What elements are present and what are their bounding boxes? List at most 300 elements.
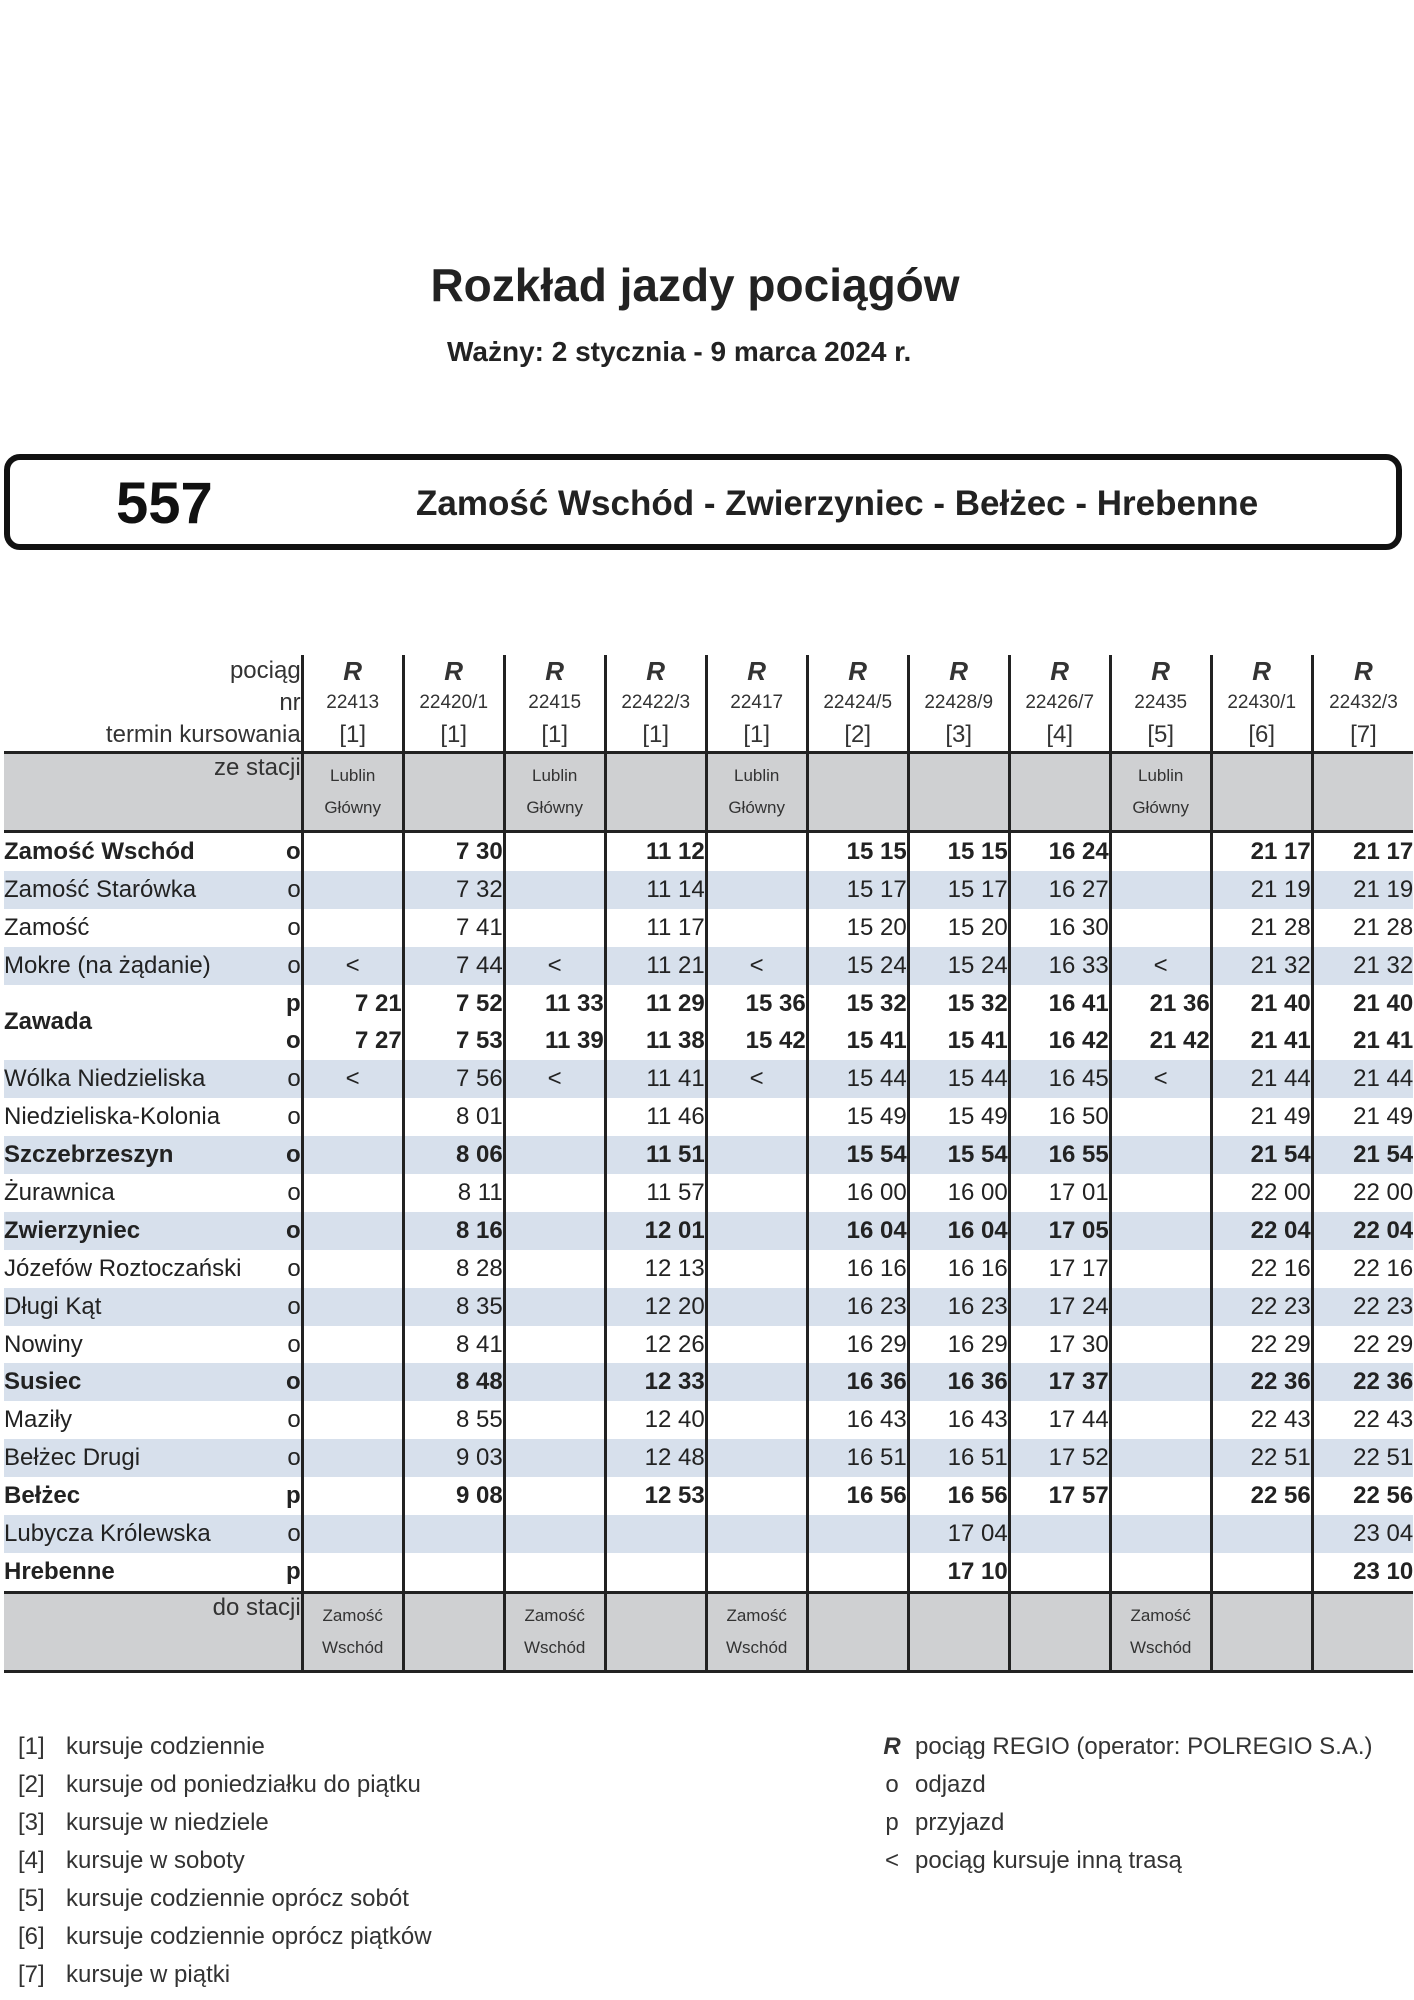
- stop-flag: o: [287, 1178, 301, 1206]
- destination-row-cell: [706, 1592, 807, 1671]
- time-cell: 17 01: [1009, 1174, 1110, 1212]
- destination-row-cell: [1312, 1592, 1413, 1671]
- time-cell: 23 10: [1312, 1553, 1413, 1592]
- time-cell: [302, 1288, 403, 1326]
- legend-key: [5]: [18, 1885, 45, 1912]
- time-cell: [302, 1212, 403, 1250]
- time-cell: [706, 1250, 807, 1288]
- train-category: R: [1312, 655, 1413, 687]
- time-cell: 16 45: [1009, 1060, 1110, 1098]
- station-name: Nowiny: [4, 1330, 83, 1358]
- train-number: 22426/7: [1009, 687, 1110, 719]
- stop-row: [4, 947, 1413, 985]
- time-cell: [1110, 909, 1211, 947]
- time-cell: [706, 1136, 807, 1174]
- station-name: Żurawnica: [4, 1178, 115, 1206]
- time-cell: [1110, 1288, 1211, 1326]
- time-cell: [504, 1553, 605, 1592]
- station-name: Susiec: [4, 1363, 286, 1401]
- time-cell: [807, 1515, 908, 1553]
- time-cell: 22 04: [1312, 1212, 1413, 1250]
- legend-key: [7]: [18, 1961, 45, 1988]
- timetable: [4, 655, 1413, 1673]
- time-cell: 16 50: [1009, 1098, 1110, 1136]
- time-cell: [504, 1439, 605, 1477]
- time-cell: 15 44: [908, 1060, 1009, 1098]
- time-cell: 11 12: [605, 832, 706, 871]
- time-cell: [706, 1515, 807, 1553]
- destination-row-cell: [1009, 1592, 1110, 1671]
- time-cell: [504, 1515, 605, 1553]
- time-cell: 16 51: [908, 1439, 1009, 1477]
- origin-row-cell: [403, 753, 504, 832]
- time-cell: 11 14: [605, 871, 706, 909]
- stop-row: [4, 1401, 1413, 1439]
- time-cell: [504, 1098, 605, 1136]
- stop-row: [4, 1098, 1413, 1136]
- time-cell: [706, 1326, 807, 1364]
- train-schedule-term: [1]: [706, 719, 807, 753]
- stop-flag: o: [286, 1212, 302, 1250]
- legend-text: pociąg kursuje inną trasą: [915, 1847, 1182, 1874]
- legend-item: [18, 1842, 432, 1880]
- time-cell: 15 49: [908, 1098, 1009, 1136]
- time-cell: 16 29: [807, 1326, 908, 1364]
- station-line: Lublin: [531, 766, 578, 785]
- time-cell: 9 03: [403, 1439, 504, 1477]
- station-name: Zawada: [4, 1008, 93, 1036]
- time-cell: 16 24: [1009, 832, 1110, 871]
- time-cell: 16 16: [908, 1250, 1009, 1288]
- legend-text: kursuje w niedziele: [66, 1809, 269, 1836]
- time-cell: 15 20: [807, 909, 908, 947]
- station-line: Wschód: [725, 1637, 788, 1657]
- time-cell: 21 44: [1312, 1060, 1413, 1098]
- stop-row: [4, 832, 1413, 871]
- time-cell: 21 32: [1211, 947, 1312, 985]
- time-cell: [1110, 1212, 1211, 1250]
- time-cell: 22 43: [1211, 1401, 1312, 1439]
- time-cell: <: [706, 947, 807, 985]
- time-cell: 15 36: [706, 985, 807, 1023]
- time-cell: 11 51: [605, 1136, 706, 1174]
- time-cell: [302, 871, 403, 909]
- destination-row-cell: [403, 1592, 504, 1671]
- time-cell: [302, 1363, 403, 1401]
- time-cell: [1110, 1401, 1211, 1439]
- train-category: R: [302, 655, 403, 687]
- time-cell: [302, 1515, 403, 1553]
- time-cell: 12 13: [605, 1250, 706, 1288]
- origin-row-cell: [1312, 753, 1413, 832]
- time-cell: 11 21: [605, 947, 706, 985]
- time-cell: [706, 1477, 807, 1515]
- time-cell: 17 05: [1009, 1212, 1110, 1250]
- time-cell: 12 53: [605, 1477, 706, 1515]
- time-cell: [1110, 1363, 1211, 1401]
- time-cell: 16 00: [908, 1174, 1009, 1212]
- time-cell: 21 41: [1312, 1022, 1413, 1060]
- time-cell: 21 17: [1312, 832, 1413, 871]
- train-number: 22417: [706, 687, 807, 719]
- legend-item: [875, 1804, 1373, 1842]
- origin-row-cell: [1211, 753, 1312, 832]
- stop-flag: o: [287, 1330, 301, 1358]
- time-cell: 11 17: [605, 909, 706, 947]
- legend-key: o: [885, 1771, 899, 1798]
- time-cell: 8 16: [403, 1212, 504, 1250]
- station-name: Hrebenne: [4, 1557, 115, 1585]
- train-category: R: [605, 655, 706, 687]
- time-cell: [504, 1401, 605, 1439]
- stop-row: [4, 1060, 1413, 1098]
- destination-row-cell: [1110, 1592, 1211, 1671]
- time-cell: 16 23: [807, 1288, 908, 1326]
- time-cell: 15 32: [908, 985, 1009, 1023]
- time-cell: 15 24: [908, 947, 1009, 985]
- train-category: R: [908, 655, 1009, 687]
- route-name: Zamość Wschód - Zwierzyniec - Bełżec - Hrebenne: [416, 484, 1259, 523]
- stop-flag: o: [287, 1103, 301, 1131]
- stop-row: [4, 1212, 1413, 1250]
- time-cell: 16 23: [908, 1288, 1009, 1326]
- time-cell: [1110, 832, 1211, 871]
- time-cell: 7 21: [302, 985, 403, 1023]
- origin-row-cell: [1110, 753, 1211, 832]
- station-line: Główny: [1132, 798, 1190, 817]
- time-cell: [504, 1174, 605, 1212]
- legend-item: [875, 1842, 1373, 1880]
- station-name: Lubycza Królewska: [4, 1515, 286, 1553]
- time-cell: 8 06: [403, 1136, 504, 1174]
- time-cell: 22 36: [1312, 1363, 1413, 1401]
- time-cell: [1009, 1515, 1110, 1553]
- legend-item: [18, 1728, 432, 1766]
- time-cell: 21 32: [1312, 947, 1413, 985]
- time-cell: 17 57: [1009, 1477, 1110, 1515]
- train-schedule-term: [1]: [302, 719, 403, 753]
- stop-row: [4, 1326, 1413, 1364]
- train-number: 22430/1: [1211, 687, 1312, 719]
- time-cell: [1110, 1174, 1211, 1212]
- time-cell: <: [504, 947, 605, 985]
- train-number: 22435: [1110, 687, 1211, 719]
- origin-row-cell: [302, 753, 403, 832]
- stop-row: [4, 1288, 1413, 1326]
- time-cell: [302, 1326, 403, 1364]
- time-cell: 21 19: [1312, 871, 1413, 909]
- time-cell: 11 46: [605, 1098, 706, 1136]
- time-cell: 15 15: [908, 832, 1009, 871]
- station-line: Lublin: [733, 766, 780, 785]
- destination-row-cell: [605, 1592, 706, 1671]
- time-cell: 15 17: [807, 871, 908, 909]
- time-cell: 17 52: [1009, 1439, 1110, 1477]
- time-cell: 16 36: [807, 1363, 908, 1401]
- legend-key: [6]: [18, 1923, 45, 1950]
- station-line: Wschód: [321, 1637, 384, 1657]
- station-line: Lublin: [329, 766, 376, 785]
- time-cell: [706, 1363, 807, 1401]
- train-category: R: [706, 655, 807, 687]
- time-cell: [807, 1553, 908, 1592]
- origin-row-cell: [605, 753, 706, 832]
- time-cell: 16 29: [908, 1326, 1009, 1364]
- station-name: Zamość Wschód: [4, 837, 195, 865]
- time-cell: 8 35: [403, 1288, 504, 1326]
- time-cell: 22 00: [1211, 1174, 1312, 1212]
- train-number: 22428/9: [908, 687, 1009, 719]
- legend-item: [18, 1956, 432, 1994]
- time-cell: [1211, 1515, 1312, 1553]
- stop-row: [4, 1515, 1413, 1553]
- stop-flag: p: [286, 989, 301, 1017]
- time-cell: 17 30: [1009, 1326, 1110, 1364]
- time-cell: [706, 871, 807, 909]
- station-name: Zwierzyniec: [4, 1212, 286, 1250]
- time-cell: 16 56: [908, 1477, 1009, 1515]
- legend-item: [18, 1880, 432, 1918]
- time-cell: 22 56: [1312, 1477, 1413, 1515]
- stop-flag: o: [286, 837, 301, 865]
- station-line: Główny: [526, 798, 584, 817]
- time-cell: [504, 1477, 605, 1515]
- stop-flag: o: [287, 1254, 301, 1282]
- time-cell: 22 29: [1211, 1326, 1312, 1364]
- time-cell: 12 48: [605, 1439, 706, 1477]
- station-line: Lublin: [1137, 766, 1184, 785]
- time-cell: [302, 1250, 403, 1288]
- station-line: Wschód: [1129, 1637, 1192, 1657]
- station-name: Długi Kąt: [4, 1288, 286, 1326]
- time-cell: 7 56: [403, 1060, 504, 1098]
- time-cell: 21 36: [1110, 985, 1211, 1023]
- time-cell: 21 54: [1211, 1136, 1312, 1174]
- time-cell: 16 42: [1009, 1022, 1110, 1060]
- station-name: Niedzieliska-Kolonia: [4, 1103, 221, 1131]
- station-line: Główny: [324, 798, 382, 817]
- time-cell: 17 17: [1009, 1250, 1110, 1288]
- time-cell: [1110, 1477, 1211, 1515]
- time-cell: 15 20: [908, 909, 1009, 947]
- time-cell: 16 30: [1009, 909, 1110, 947]
- time-cell: [403, 1515, 504, 1553]
- time-cell: 15 15: [807, 832, 908, 871]
- time-cell: [1110, 1326, 1211, 1364]
- legend-text: pociąg REGIO (operator: POLREGIO S.A.): [915, 1733, 1373, 1760]
- destination-row-cell: [302, 1592, 403, 1671]
- header-row: [4, 687, 1413, 719]
- page-title: Rozkład jazdy pociągów: [430, 259, 960, 311]
- time-cell: 21 49: [1211, 1098, 1312, 1136]
- time-cell: [504, 832, 605, 871]
- time-cell: 11 57: [605, 1174, 706, 1212]
- legend-text: kursuje od poniedziałku do piątku: [66, 1771, 421, 1798]
- stop-flag: o: [286, 947, 302, 985]
- time-cell: 7 30: [403, 832, 504, 871]
- station-line: Zamość: [726, 1605, 787, 1625]
- legend-text: odjazd: [915, 1771, 986, 1798]
- time-cell: [1110, 1250, 1211, 1288]
- time-cell: [1110, 1553, 1211, 1592]
- station-line: Zamość: [322, 1605, 383, 1625]
- station-line: Zamość: [1130, 1605, 1191, 1625]
- time-cell: 15 17: [908, 871, 1009, 909]
- origin-row-cell: [504, 753, 605, 832]
- time-cell: 22 00: [1312, 1174, 1413, 1212]
- time-cell: [706, 1288, 807, 1326]
- legend-text: kursuje codziennie: [66, 1733, 265, 1760]
- time-cell: 22 29: [1312, 1326, 1413, 1364]
- origin-row-cell: [807, 753, 908, 832]
- time-cell: 21 54: [1312, 1136, 1413, 1174]
- time-cell: <: [1110, 1060, 1211, 1098]
- header-label: nr: [279, 689, 301, 716]
- train-category: R: [807, 655, 908, 687]
- time-cell: [1110, 871, 1211, 909]
- time-cell: [504, 909, 605, 947]
- time-cell: 21 49: [1312, 1098, 1413, 1136]
- time-cell: [302, 1174, 403, 1212]
- time-cell: [302, 909, 403, 947]
- time-cell: 15 44: [807, 1060, 908, 1098]
- time-cell: 7 41: [403, 909, 504, 947]
- time-cell: 16 04: [908, 1212, 1009, 1250]
- train-category: R: [1110, 655, 1211, 687]
- time-cell: 12 26: [605, 1326, 706, 1364]
- time-cell: [605, 1553, 706, 1592]
- time-cell: [706, 909, 807, 947]
- stop-flag: o: [286, 1060, 302, 1098]
- origin-row: [4, 753, 1413, 832]
- time-cell: [504, 1136, 605, 1174]
- time-cell: 16 00: [807, 1174, 908, 1212]
- stop-row: [4, 871, 1413, 909]
- header-label: termin kursowania: [105, 721, 301, 748]
- destination-row-cell: [504, 1592, 605, 1671]
- legend-text: kursuje w soboty: [66, 1847, 245, 1874]
- destination-row-cell: [908, 1592, 1009, 1671]
- legend-text: kursuje w piątki: [66, 1961, 231, 1988]
- origin-row-label: ze stacji: [4, 753, 302, 832]
- time-cell: 8 55: [403, 1401, 504, 1439]
- train-schedule-term: [6]: [1211, 719, 1312, 753]
- train-category: R: [1211, 655, 1312, 687]
- stop-flag: p: [286, 1557, 301, 1585]
- station-name: Zamość: [4, 913, 90, 941]
- stop-row: [4, 1250, 1413, 1288]
- time-cell: 15 41: [807, 1022, 908, 1060]
- time-cell: [1211, 1553, 1312, 1592]
- time-cell: 21 28: [1211, 909, 1312, 947]
- destination-row-cell: [807, 1592, 908, 1671]
- legend-item: [875, 1766, 1373, 1804]
- legend-text: przyjazd: [915, 1809, 1005, 1836]
- time-cell: 16 43: [807, 1401, 908, 1439]
- train-schedule-term: [1]: [605, 719, 706, 753]
- time-cell: 17 24: [1009, 1288, 1110, 1326]
- legend-key: R: [883, 1733, 901, 1760]
- legend-key: [1]: [18, 1733, 45, 1760]
- station-name: Bełżec Drugi: [4, 1439, 286, 1477]
- train-schedule-term: [2]: [807, 719, 908, 753]
- time-cell: 17 37: [1009, 1363, 1110, 1401]
- time-cell: [504, 1288, 605, 1326]
- time-cell: [302, 1553, 403, 1592]
- station-name: Zamość Starówka: [4, 871, 286, 909]
- time-cell: 22 51: [1312, 1439, 1413, 1477]
- time-cell: 12 40: [605, 1401, 706, 1439]
- time-cell: 16 43: [908, 1401, 1009, 1439]
- train-number: 22415: [504, 687, 605, 719]
- time-cell: 22 36: [1211, 1363, 1312, 1401]
- stop-row: [4, 1439, 1413, 1477]
- legend-item: [18, 1804, 432, 1842]
- time-cell: 11 38: [605, 1022, 706, 1060]
- time-cell: [706, 1439, 807, 1477]
- stop-flag: o: [286, 1136, 302, 1174]
- time-cell: 11 41: [605, 1060, 706, 1098]
- time-cell: 16 16: [807, 1250, 908, 1288]
- time-cell: 8 41: [403, 1326, 504, 1364]
- train-schedule-term: [3]: [908, 719, 1009, 753]
- legend-key: [2]: [18, 1771, 45, 1798]
- time-cell: [605, 1515, 706, 1553]
- stop-flag: o: [287, 913, 301, 941]
- time-cell: 7 27: [302, 1022, 403, 1060]
- time-cell: 15 54: [908, 1136, 1009, 1174]
- time-cell: 11 39: [504, 1022, 605, 1060]
- time-cell: 16 55: [1009, 1136, 1110, 1174]
- time-cell: 7 52: [403, 985, 504, 1023]
- time-cell: <: [1110, 947, 1211, 985]
- legend-key: [3]: [18, 1809, 45, 1836]
- time-cell: 22 43: [1312, 1401, 1413, 1439]
- time-cell: [302, 1401, 403, 1439]
- time-cell: 15 54: [807, 1136, 908, 1174]
- time-cell: 8 28: [403, 1250, 504, 1288]
- stop-flag: p: [286, 1482, 301, 1510]
- time-cell: [706, 832, 807, 871]
- station-name: Wólka Niedzieliska: [4, 1060, 286, 1098]
- time-cell: <: [302, 1060, 403, 1098]
- time-cell: [403, 1553, 504, 1592]
- legend-item: [875, 1728, 1373, 1766]
- legend-key: [4]: [18, 1847, 45, 1874]
- time-cell: 15 42: [706, 1022, 807, 1060]
- time-cell: [706, 1174, 807, 1212]
- time-cell: [504, 1250, 605, 1288]
- stop-row: [4, 1136, 1413, 1174]
- station-line: Zamość: [524, 1605, 585, 1625]
- time-cell: 16 56: [807, 1477, 908, 1515]
- destination-row-label: do stacji: [4, 1592, 302, 1671]
- station-name: Mokre (na żądanie): [4, 947, 286, 985]
- train-number: 22420/1: [403, 687, 504, 719]
- station-name: Maziły: [4, 1406, 73, 1434]
- time-cell: 16 27: [1009, 871, 1110, 909]
- time-cell: [1009, 1553, 1110, 1592]
- time-cell: 12 20: [605, 1288, 706, 1326]
- time-cell: 22 23: [1211, 1288, 1312, 1326]
- legend-symbols: [875, 1728, 1373, 1880]
- time-cell: [302, 1136, 403, 1174]
- time-cell: 9 08: [403, 1477, 504, 1515]
- time-cell: <: [504, 1060, 605, 1098]
- time-cell: 11 29: [605, 985, 706, 1023]
- time-cell: 8 11: [403, 1174, 504, 1212]
- stop-flag: o: [286, 1288, 302, 1326]
